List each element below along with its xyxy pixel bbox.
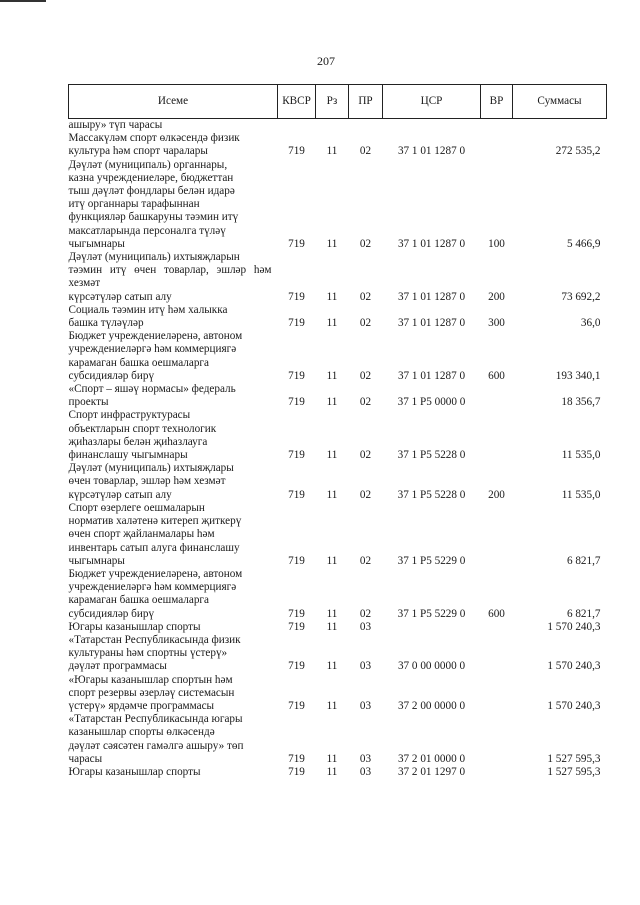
row-vr bbox=[481, 119, 513, 133]
budget-table bbox=[68, 84, 607, 779]
page-number: 207 bbox=[317, 54, 335, 68]
row-kvsr: 719 bbox=[288, 290, 305, 303]
row-pr: 02 bbox=[359, 237, 372, 250]
table-row bbox=[69, 674, 607, 714]
row-rz: 11 bbox=[326, 317, 338, 330]
header-kvsr: КВСР bbox=[278, 85, 316, 119]
row-name: Югары казанышлар спорты bbox=[68, 765, 201, 778]
row-sum: 272 535,2 bbox=[555, 145, 601, 158]
row-kvsr: 719 bbox=[288, 317, 305, 330]
row-vr bbox=[481, 383, 513, 409]
row-name: Массакүләм спорт өлкәсендә физик культура һәм спорт чаралары bbox=[68, 132, 240, 158]
row-sum: 11 535,0 bbox=[561, 488, 601, 501]
table-row bbox=[69, 132, 607, 158]
row-vr bbox=[481, 502, 513, 568]
row-pr bbox=[349, 119, 383, 133]
row-sum: 73 692,2 bbox=[561, 290, 601, 303]
row-vr bbox=[481, 621, 513, 634]
row-name: Спорт өзерлеге оешмаларын норматив халәтенә китереп җиткерү өчен спорт җайланмалары һәм инвентарь сатып алуга финанслашу чыгымнары bbox=[68, 501, 242, 567]
row-vr: 600 bbox=[488, 369, 505, 382]
row-kvsr: 719 bbox=[288, 765, 305, 778]
row-pr: 02 bbox=[359, 317, 372, 330]
row-sum: 193 340,1 bbox=[555, 369, 601, 382]
row-sum: 36,0 bbox=[580, 317, 601, 330]
row-name: Югары казанышлар спорты bbox=[68, 620, 201, 633]
table-row bbox=[69, 568, 607, 621]
row-vr bbox=[481, 409, 513, 462]
row-rz: 11 bbox=[326, 752, 338, 765]
row-pr: 02 bbox=[359, 449, 372, 462]
row-kvsr: 719 bbox=[288, 660, 305, 673]
row-pr: 03 bbox=[359, 699, 372, 712]
row-rz bbox=[316, 119, 349, 133]
row-kvsr: 719 bbox=[288, 699, 305, 712]
row-name: «Спорт – яшәү нормасы» федераль проекты bbox=[68, 383, 236, 409]
row-csr: 37 1 P5 0000 0 bbox=[397, 396, 466, 409]
row-csr: 37 2 01 1297 0 bbox=[397, 765, 466, 778]
row-pr: 03 bbox=[359, 660, 372, 673]
table-row bbox=[69, 634, 607, 674]
header-pr: ПР bbox=[349, 85, 383, 119]
row-sum: 5 466,9 bbox=[566, 237, 601, 250]
header-csr: ЦСР bbox=[383, 85, 481, 119]
row-sum: 6 821,7 bbox=[566, 607, 601, 620]
row-vr bbox=[481, 634, 513, 674]
row-vr bbox=[481, 132, 513, 158]
row-sum: 18 356,7 bbox=[561, 396, 601, 409]
row-rz: 11 bbox=[326, 620, 338, 633]
table-row bbox=[69, 119, 607, 133]
row-rz: 11 bbox=[326, 145, 338, 158]
scan-edge-mark bbox=[0, 0, 46, 2]
row-name: Спорт инфраструктурасы объектларын спорт технологик җиһазлары белән җиһазлауга финанслашу чыгымнары bbox=[68, 409, 217, 462]
row-sum: 1 570 240,3 bbox=[547, 620, 601, 633]
row-csr: 37 1 P5 5228 0 bbox=[397, 488, 466, 501]
row-vr: 100 bbox=[488, 237, 505, 250]
table-row bbox=[69, 304, 607, 330]
table-row bbox=[69, 766, 607, 779]
row-kvsr: 719 bbox=[288, 620, 305, 633]
table-row bbox=[69, 409, 607, 462]
row-sum: 11 535,0 bbox=[561, 449, 601, 462]
row-csr: 37 1 P5 5228 0 bbox=[397, 449, 466, 462]
row-kvsr: 719 bbox=[288, 488, 305, 501]
row-kvsr: 719 bbox=[288, 554, 305, 567]
row-name: «Татарстан Республикасында физик культураны һәм спортны үстерү» дәүләт программасы bbox=[68, 633, 241, 673]
row-kvsr: 719 bbox=[288, 752, 305, 765]
row-name: Бюджет учреждениеләренә, автоном учреждениеләргә һәм коммерциягә карамаган башка оешмаларга субсидияләр бирү bbox=[68, 330, 243, 382]
row-csr: 37 0 00 0000 0 bbox=[397, 660, 466, 673]
row-vr: 200 bbox=[488, 290, 505, 303]
row-vr: 300 bbox=[488, 317, 505, 330]
row-name: Дәүләт (муниципаль) ихтыяҗларын тәэмин итү өчен товарлар, эшләр һәм хезмәт күрсәтүләр сатып алу bbox=[68, 251, 272, 303]
row-name: Социаль тәэмин итү һәм халыкка башка түләүләр bbox=[68, 303, 228, 330]
row-kvsr: 719 bbox=[288, 369, 305, 382]
row-csr: 37 1 01 1287 0 bbox=[397, 290, 466, 303]
row-pr: 02 bbox=[359, 290, 372, 303]
row-rz: 11 bbox=[326, 699, 338, 712]
row-kvsr: 719 bbox=[288, 449, 305, 462]
row-pr: 02 bbox=[359, 369, 372, 382]
row-rz: 11 bbox=[326, 290, 338, 303]
row-csr: 37 2 01 0000 0 bbox=[397, 752, 466, 765]
row-csr: 37 1 01 1287 0 bbox=[397, 317, 466, 330]
row-rz: 11 bbox=[326, 554, 338, 567]
row-kvsr: 719 bbox=[288, 145, 305, 158]
table-header-row bbox=[69, 85, 607, 119]
row-rz: 11 bbox=[326, 488, 338, 501]
row-csr bbox=[383, 119, 481, 133]
row-sum: 1 570 240,3 bbox=[547, 660, 601, 673]
row-name: ашыру» түп чарасы bbox=[68, 119, 163, 131]
table-row bbox=[69, 713, 607, 766]
table-row bbox=[69, 330, 607, 383]
row-kvsr: 719 bbox=[288, 237, 305, 250]
row-csr: 37 1 01 1287 0 bbox=[397, 369, 466, 382]
row-csr: 37 1 01 1287 0 bbox=[397, 145, 466, 158]
row-sum: 6 821,7 bbox=[566, 554, 601, 567]
row-vr bbox=[481, 766, 513, 779]
row-csr: 37 1 P5 5229 0 bbox=[397, 607, 466, 620]
row-pr: 02 bbox=[359, 396, 372, 409]
row-pr: 03 bbox=[359, 752, 372, 765]
row-sum: 1 527 595,3 bbox=[547, 765, 601, 778]
table-row bbox=[69, 383, 607, 409]
row-rz: 11 bbox=[326, 237, 338, 250]
row-pr: 03 bbox=[359, 620, 372, 633]
row-name: Бюджет учреждениеләренә, автоном учреждениеләргә һәм коммерциягә карамаган башка оешмаларга субсидияләр бирү bbox=[68, 567, 243, 620]
row-kvsr: 719 bbox=[288, 607, 305, 620]
header-vr: ВР bbox=[481, 85, 513, 119]
row-csr bbox=[383, 621, 481, 634]
row-vr bbox=[481, 713, 513, 766]
table-row bbox=[69, 621, 607, 634]
row-rz: 11 bbox=[326, 660, 338, 673]
row-sum: 1 570 240,3 bbox=[547, 699, 601, 712]
row-rz: 11 bbox=[326, 369, 338, 382]
row-rz: 11 bbox=[326, 607, 338, 620]
row-sum bbox=[513, 119, 607, 133]
table-row bbox=[69, 251, 607, 304]
row-pr: 02 bbox=[359, 554, 372, 567]
row-rz: 11 bbox=[326, 449, 338, 462]
header-sum: Суммасы bbox=[513, 85, 607, 119]
row-pr: 02 bbox=[359, 488, 372, 501]
row-vr bbox=[481, 674, 513, 714]
row-vr: 600 bbox=[488, 607, 505, 620]
table-row bbox=[69, 159, 607, 251]
row-rz: 11 bbox=[326, 765, 338, 778]
row-csr: 37 2 00 0000 0 bbox=[397, 699, 466, 712]
header-name: Исеме bbox=[69, 85, 278, 119]
row-vr: 200 bbox=[488, 488, 505, 501]
table-row bbox=[69, 502, 607, 568]
row-name: «Татарстан Республикасында югары казанышлар спорты өлкәсендә дәүләт сәясәтен гамәлгә ашыру» төп чарасы bbox=[68, 713, 244, 765]
row-kvsr: 719 bbox=[288, 396, 305, 409]
header-rz: Рз bbox=[316, 85, 349, 119]
row-csr: 37 1 P5 5229 0 bbox=[397, 554, 466, 567]
row-name: Дәүләт (муниципаль) ихтыяҗлары өчен товарлар, эшләр һәм хезмәт күрсәтүләр сатып алу bbox=[68, 462, 234, 501]
row-kvsr bbox=[278, 119, 316, 133]
row-pr: 02 bbox=[359, 145, 372, 158]
row-rz: 11 bbox=[326, 396, 338, 409]
row-pr: 02 bbox=[359, 607, 372, 620]
row-csr: 37 1 01 1287 0 bbox=[397, 237, 466, 250]
row-name: Дәүләт (муниципаль) органнары, казна учреждениеләре, бюджеттан тыш дәүләт фондлары белән идарә итү органнары тарафыннан функцияләр башкаруны тәэмин итү максатларында персоналга түләү чыгымнары bbox=[68, 158, 239, 250]
row-pr: 03 bbox=[359, 765, 372, 778]
row-name: «Югары казанышлар спортын һәм спорт резервы әзерләү системасын үстерү» ярдәмче программасы bbox=[68, 673, 235, 712]
table-row bbox=[69, 462, 607, 502]
row-sum: 1 527 595,3 bbox=[547, 752, 601, 765]
